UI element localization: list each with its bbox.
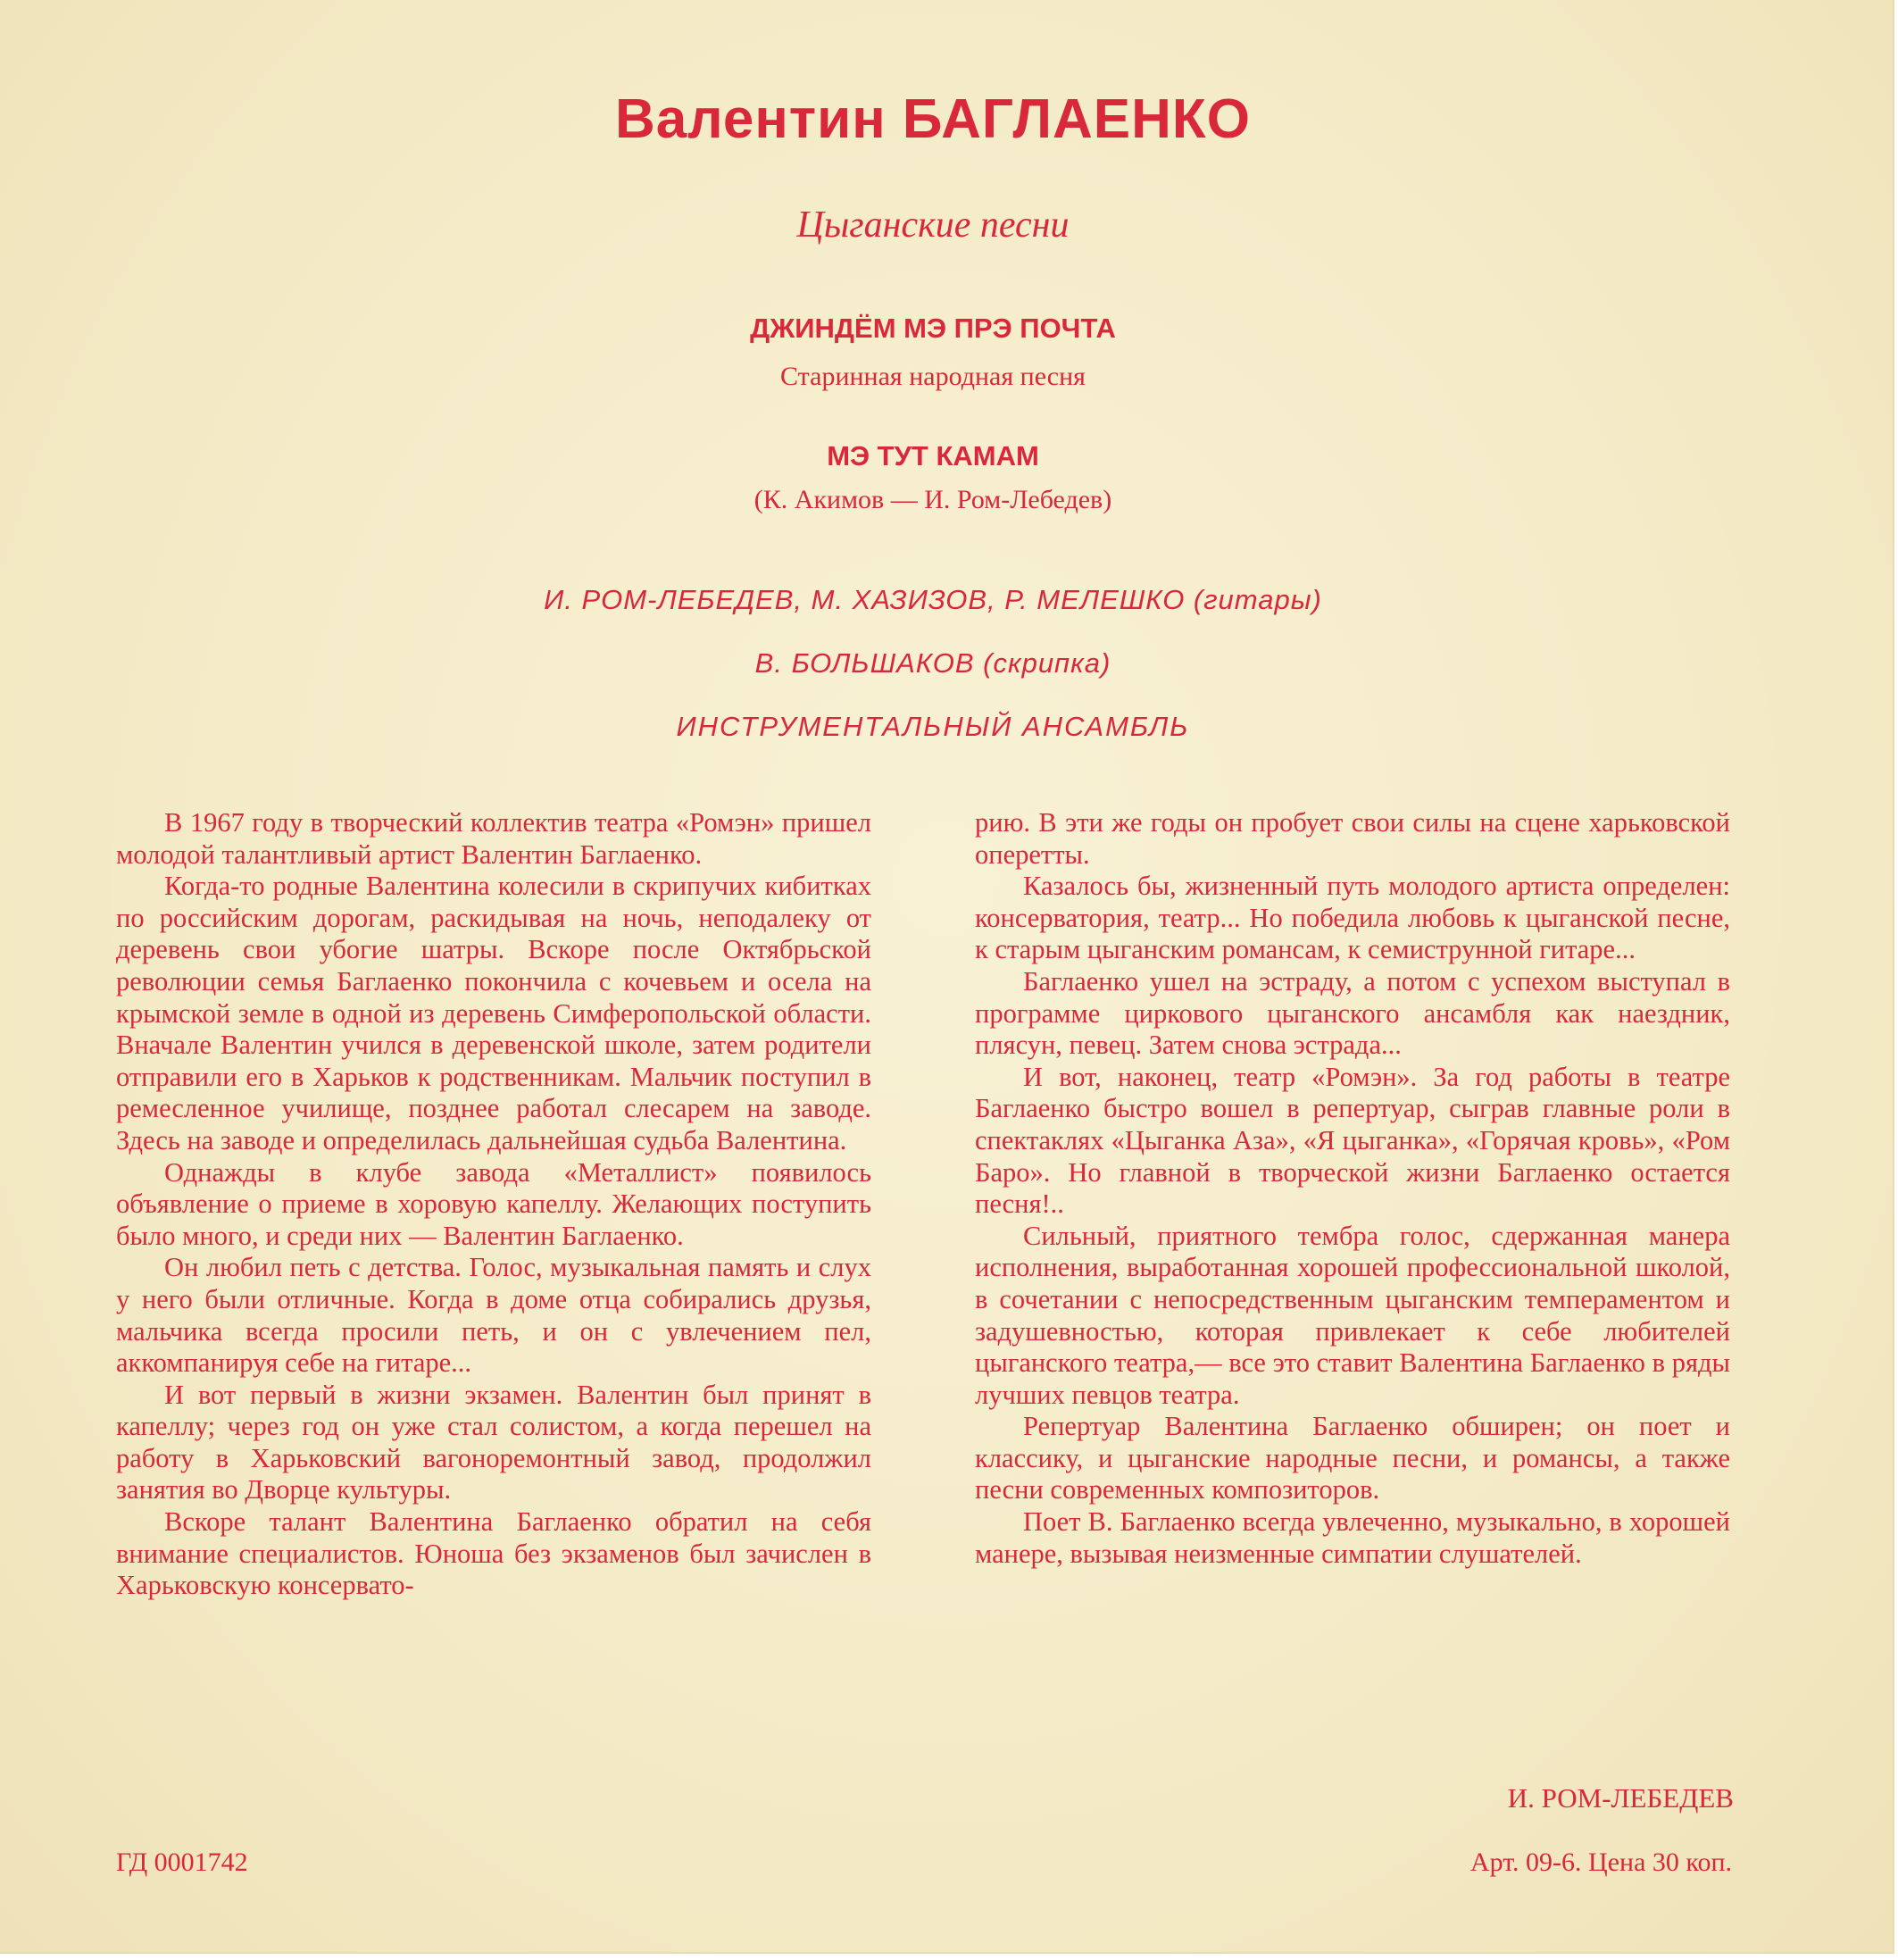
paragraph: И вот, наконец, театр «Ромэн». За год работы в театре Баглаенко быстро вошел в репертуар, сыграв главные роли в спектаклях «Цыганка Аза», «Я цыганка», «Горячая кровь», «Ром Баро». Но главной в творческой жизни Баглаенко остается песня!.. — [975, 1061, 1730, 1220]
artist-name: Валентин БАГЛАЕНКО — [615, 88, 1251, 150]
liner-notes-right-column — [975, 807, 1730, 1570]
price-label: Арт. 09-6. Цена 30 коп. — [1469, 1847, 1732, 1877]
song-title: МЭ ТУТ КАМАМ — [827, 440, 1039, 471]
paragraph: В 1967 году в творческий коллектив театра «Ромэн» пришел молодой талантливый артист Валентин Баглаенко. — [116, 807, 871, 870]
performers-violin: В. БОЛЬШАКОВ (скрипка) — [754, 647, 1111, 679]
paragraph: Сильный, приятного тембра голос, сдержанная манера исполнения, выработанная хорошей профессиональной школой, в сочетании с непосредственным цыганским темпераментом и задушевностью, которая привлекает к себе любителей цыганского театра,— все это ставит Валентина Баглаенко в ряды лучших певцов театра. — [975, 1220, 1730, 1410]
paragraph: Баглаенко ушел на эстраду, а потом с успехом выступал в программе циркового цыганского ансамбля как наездник, плясун, певец. Затем снова эстрада... — [975, 965, 1730, 1061]
catalog-number: ГД 0001742 — [116, 1847, 248, 1877]
paragraph: И вот первый в жизни экзамен. Валентин был принят в капеллу; через год он уже стал солистом, а когда перешел на работу в Харьковский вагоноремонтный завод, продолжил занятия во Дворце культуры. — [116, 1379, 871, 1505]
paragraph: Однажды в клубе завода «Металлист» появилось объявление о приеме в хоровую капеллу. Желающих поступить было много, и среди них — Валентин Баглаенко. — [116, 1156, 871, 1251]
liner-notes-left-column — [116, 807, 871, 1602]
notes-author: И. РОМ-ЛЕБЕДЕВ — [1507, 1782, 1734, 1814]
paragraph: Он любил петь с детства. Голос, музыкальная память и слух у него были отличные. Когда в доме отца собирались друзья, мальчика всегда просили петь, и он с увлечением пел, аккомпанируя себе на гитаре... — [116, 1252, 871, 1379]
song-subtitle: Старинная народная песня — [780, 362, 1086, 391]
paragraph: Поет В. Баглаенко всегда увлеченно, музыкально, в хорошей манере, вызывая неизменные симпатии слушателей. — [975, 1506, 1730, 1569]
album-genre: Цыганские песни — [796, 204, 1070, 246]
song-subtitle: (К. Акимов — И. Ром-Лебедев) — [753, 485, 1112, 514]
paragraph: Репертуар Валентина Баглаенко обширен; он поет и классику, и цыганские народные песни, и романсы, а также песни современных композиторов. — [975, 1411, 1730, 1505]
performers-guitars: И. РОМ-ЛЕБЕДЕВ, М. ХАЗИЗОВ, Р. МЕЛЕШКО (гитары) — [544, 584, 1322, 615]
paragraph: Казалось бы, жизненный путь молодого артиста определен: консерватория, театр... Но победила любовь к цыганской песне, к старым цыганским романсам, к семиструнной гитаре... — [975, 871, 1730, 965]
paragraph: Вскоре талант Валентина Баглаенко обратил на себя внимание специалистов. Юноша без экзаменов был зачислен в Харьковскую консервато- — [116, 1506, 871, 1601]
performers-ensemble: ИНСТРУМЕНТАЛЬНЫЙ АНСАМБЛЬ — [676, 711, 1190, 742]
song-title: ДЖИНДЁМ МЭ ПРЭ ПОЧТА — [750, 313, 1116, 344]
paragraph: Когда-то родные Валентина колесили в скрипучих кибитках по российским дорогам, раскидывая на ночь, неподалеку от деревень свои убогие шатры. Вскоре после Октябрьской революции семья Баглаенко покончила с кочевьем и осела на крымской земле в одной из деревень Симферопольской области. Вначале Валентин учился в деревенской школе, затем родители отправили его в Харьков к родственникам. Мальчик поступил в ремесленное училище, позднее работал слесарем на заводе. Здесь на заводе и определилась дальнейшая судьба Валентина. — [116, 871, 871, 1155]
paragraph-continuation: рию. В эти же годы он пробует свои силы на сцене харьковской оперетты. — [975, 807, 1730, 870]
